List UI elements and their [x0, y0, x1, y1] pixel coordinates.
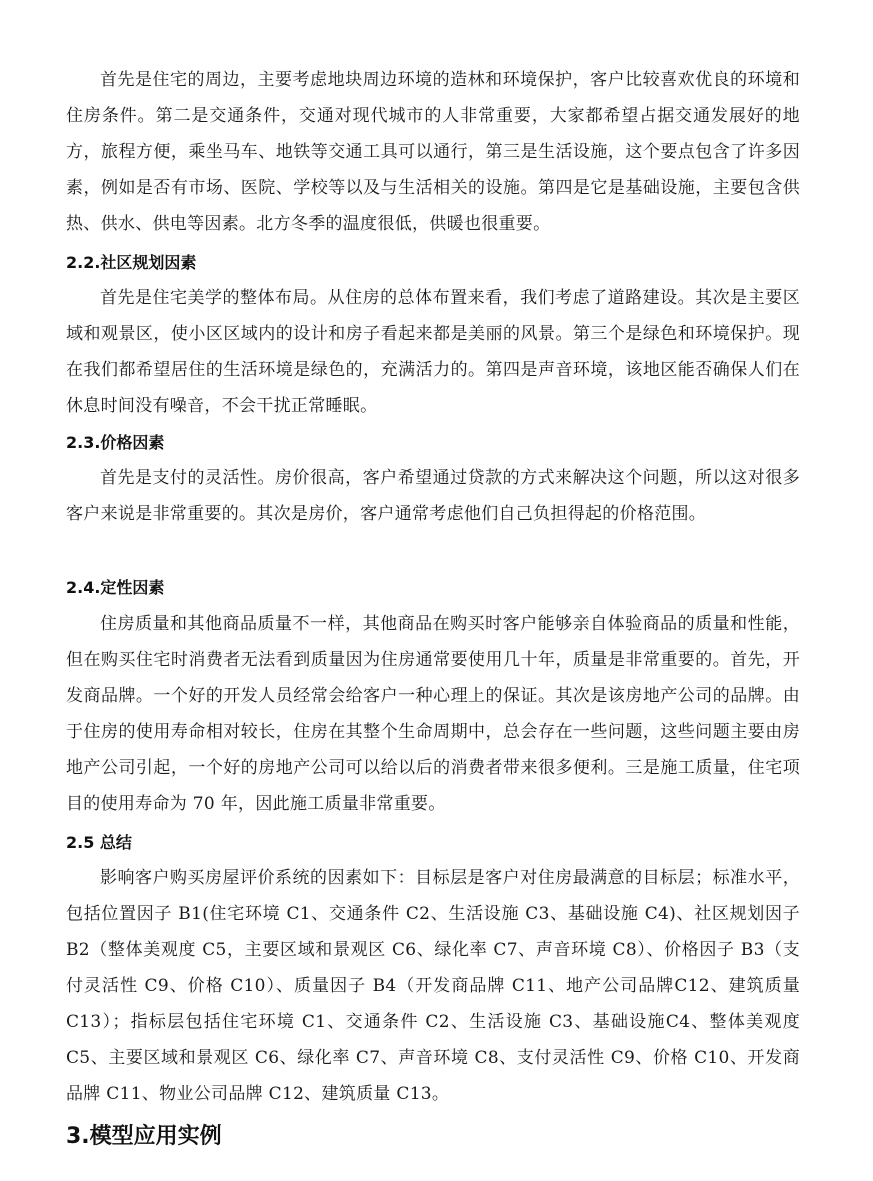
heading-2-4: 2.4.定性因素	[66, 578, 165, 597]
heading-2-2: 2.2.社区规划因素	[66, 253, 197, 272]
paragraph-community-planning: 首先是住宅美学的整体布局。从住房的总体布置来看，我们考虑了道路建设。其次是主要区域和观景区，使小区区域内的设计和房子看起来都是美丽的风景。第三个是绿色和环境保护。现在我们都希望居住的生活环境是绿色的，充满活力的。第四是声音环境，该地区能否确保人们在休息时间没有噪音，不会干扰正常睡眠。	[66, 288, 800, 416]
heading-2-5: 2.5 总结	[66, 833, 132, 852]
paragraph-qualitative-factors: 住房质量和其他商品质量不一样，其他商品在购买时客户能够亲自体验商品的质量和性能，但在购买住宅时消费者无法看到质量因为住房通常要使用几十年，质量是非常重要的。首先，开发商品牌。一个好的开发人员经常会给客户一种心理上的保证。其次是该房地产公司的品牌。由于住房的使用寿命相对较长，住房在其整个生命周期中，总会存在一些问题，这些问题主要由房地产公司引起，一个好的房地产公司可以给以后的消费者带来很多便利。三是施工质量，住宅项目的使用寿命为 70 年，因此施工质量非常重要。	[66, 614, 800, 814]
paragraph-location-factors: 首先是住宅的周边，主要考虑地块周边环境的造林和环境保护，客户比较喜欢优良的环境和住房条件。第二是交通条件，交通对现代城市的人非常重要，大家都希望占据交通发展好的地方，旅程方便，乘坐马车、地铁等交通工具可以通行，第三是生活设施，这个要点包含了许多因素，例如是否有市场、医院、学校等以及与生活相关的设施。第四是它是基础设施，主要包含供热、供水、供电等因素。北方冬季的温度很低，供暖也很重要。	[66, 70, 800, 234]
paragraph-price-factors: 首先是支付的灵活性。房价很高，客户希望通过贷款的方式来解决这个问题，所以这对很多客户来说是非常重要的。其次是房价，客户通常考虑他们自己负担得起的价格范围。	[66, 468, 800, 524]
heading-2-3: 2.3.价格因素	[66, 433, 165, 452]
paragraph-summary: 影响客户购买房屋评价系统的因素如下：目标层是客户对住房最满意的目标层；标准水平，包括位置因子 B1(住宅环境 C1、交通条件 C2、生活设施 C3、基础设施 C4)、社区规划因子 B2（整体美观度 C5，主要区域和景观区 C6、绿化率 C7、声音环境 C8）、价格因子 B3（支付灵活性 C9、价格 C10）、质量因子 B4（开发商品牌 C11、地产公司品牌C12、建筑质量 C13）；指标层包括住宅环境 C1、交通条件 C2、生活设施 C3、基础设施C4、整体美观度 C5、主要区域和景观区 C6、绿化率 C7、声音环境 C8、支付灵活性 C9、价格 C10、开发商品牌 C11、物业公司品牌 C12、建筑质量 C13。	[66, 868, 801, 1104]
heading-3: 3.模型应用实例	[66, 1124, 222, 1149]
